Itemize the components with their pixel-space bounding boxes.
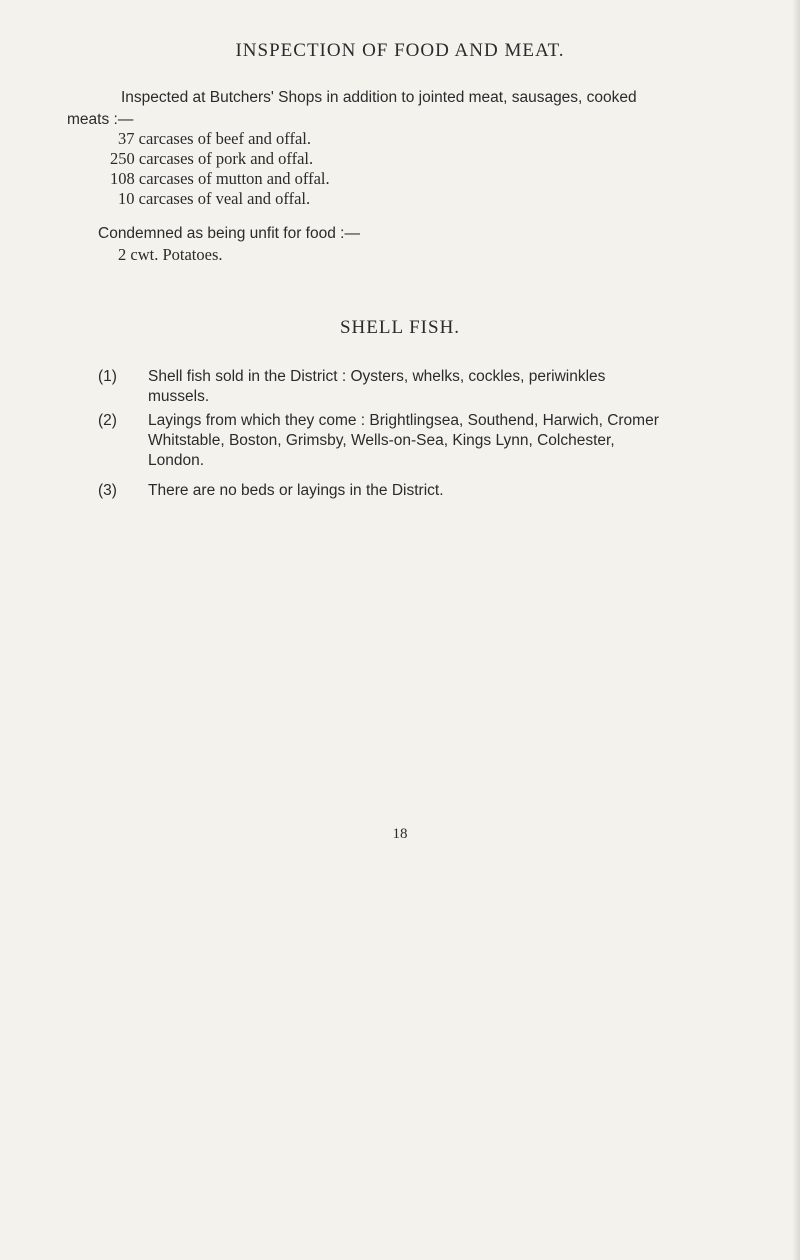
page-number: 18	[392, 826, 408, 842]
page-edge-shadow	[792, 0, 800, 1260]
shell-item-3-number: (3)	[98, 482, 117, 499]
carcase-item-mutton: 108 carcases of mutton and offal.	[110, 169, 330, 188]
intro-line-1: Inspected at Butchers' Shops in addition to jointed meat, sausages, cooked	[121, 89, 637, 106]
condemned-heading: Condemned as being unfit for food :—	[98, 225, 360, 242]
carcase-item-pork: 250 carcases of pork and offal.	[110, 149, 314, 168]
shell-fish-heading: SHELL FISH.	[339, 317, 461, 338]
intro-line-2: meats :—	[67, 111, 134, 128]
carcase-item-veal: 10 carcases of veal and offal.	[118, 189, 311, 208]
page-title: INSPECTION OF FOOD AND MEAT.	[235, 40, 565, 61]
carcase-item-beef: 37 carcases of beef and offal.	[118, 129, 312, 148]
condemned-item: 2 cwt. Potatoes.	[118, 245, 223, 264]
shell-item-2-line-1: Layings from which they come : Brightlingsea, Southend, Harwich, Cromer	[148, 412, 659, 429]
shell-item-3-line-1: There are no beds or layings in the District.	[148, 482, 444, 499]
shell-item-2-line-3: London.	[148, 452, 205, 469]
shell-item-2-line-2: Whitstable, Boston, Grimsby, Wells-on-Sea, Kings Lynn, Colchester,	[148, 432, 615, 449]
shell-item-1-line-1: Shell fish sold in the District : Oysters, whelks, cockles, periwinkles	[148, 368, 606, 385]
shell-item-1-line-2: mussels.	[148, 388, 210, 405]
shell-item-1-number: (1)	[98, 368, 117, 385]
shell-item-2-number: (2)	[98, 412, 117, 429]
